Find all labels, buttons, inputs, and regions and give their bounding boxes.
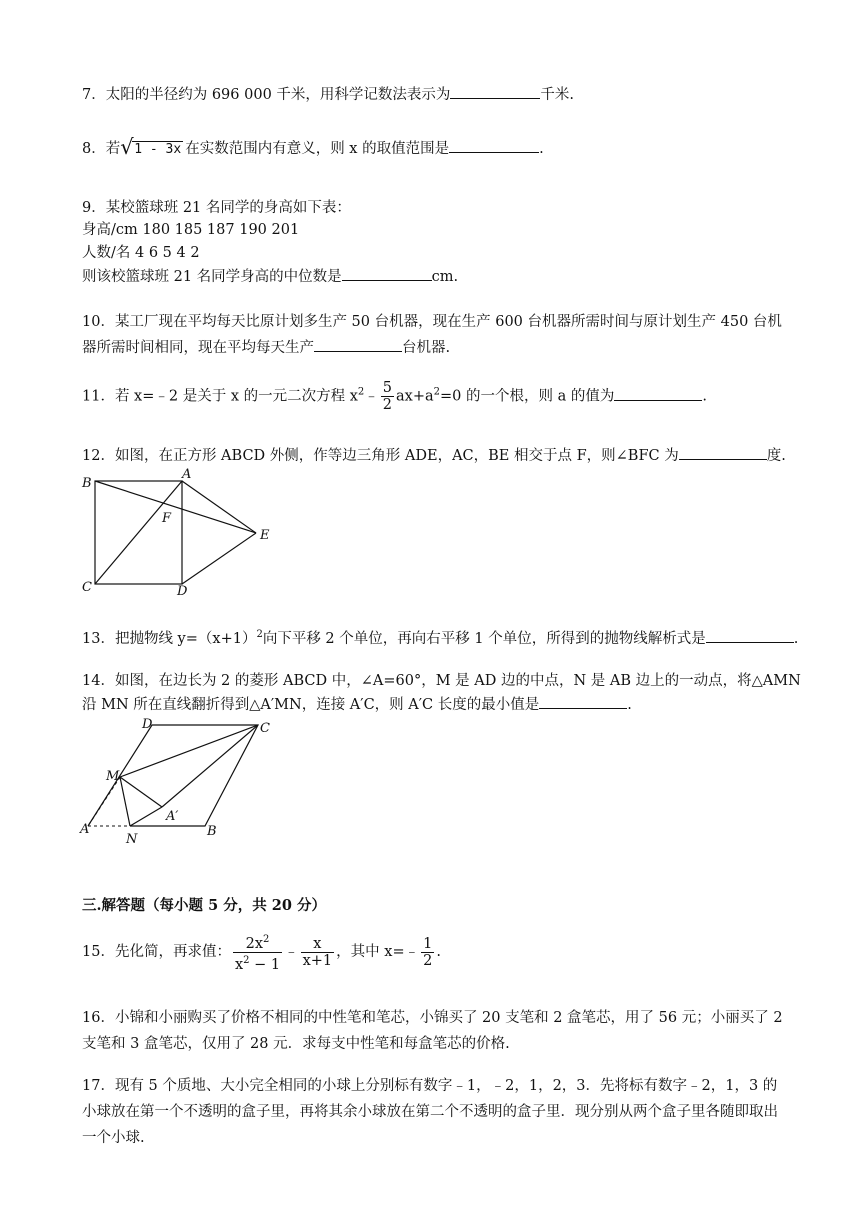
question-17: 17．现有 5 个质地、大小完全相同的小球上分别标有数字﹣1，﹣2，1，2，3．先将标有数字﹣2，1，3 的小球放在第一个不透明的盒子里，再将其余小球放在第二个不透明的盒子里．现分别从两个盒子里各随即取出一个小球. xyxy=(82,1078,778,1146)
q13-text: 13．把抛物线 y=（x+1） xyxy=(82,630,257,647)
q8-sqrt xyxy=(120,135,183,160)
label-a-prime: A′ xyxy=(166,809,179,824)
label-n: N xyxy=(126,832,138,847)
q14-text-end: . xyxy=(627,697,632,713)
q8-radicand: 1 - 3x xyxy=(134,142,182,157)
q11-exp2: 2 xyxy=(433,386,441,398)
q10-answer-blank[interactable] xyxy=(314,337,402,352)
q7-text: 7．太阳的半径约为 696 000 千米，用科学记数法表示为 xyxy=(82,87,451,103)
q15-fraction-2 xyxy=(301,936,335,969)
segment-ac xyxy=(95,481,182,584)
q15-text: 15．先化简，再求值： xyxy=(82,944,231,960)
label-b: B xyxy=(82,476,92,491)
question-11 xyxy=(82,380,707,413)
q15-f3-den: 2 xyxy=(423,952,433,969)
q11-text: 11．若 x=﹣2 是关于 x 的一元二次方程 x xyxy=(82,388,358,405)
label-d: D xyxy=(177,584,188,599)
segment-ma2 xyxy=(120,777,162,807)
q15-f1-num: 2x xyxy=(245,935,264,952)
section-3-heading: 三.解答题（每小题 5 分，共 20 分） xyxy=(82,897,327,914)
segment-a2c xyxy=(162,725,258,807)
question-13 xyxy=(82,625,798,649)
q14-rhombus-figure xyxy=(70,712,290,852)
q12-answer-blank[interactable] xyxy=(679,445,767,460)
label-d: D xyxy=(142,717,153,732)
q15-f1-den-exp: 2 xyxy=(243,954,250,966)
q15-fraction-1 xyxy=(233,932,282,973)
q11-text-mid: =0 的一个根，则 a 的值为 xyxy=(440,388,615,405)
q15-minus: ﹣ xyxy=(284,944,299,960)
q11-text-end: . xyxy=(702,388,707,405)
q10-text-end: 台机器. xyxy=(402,340,451,356)
q15-f1-den: x xyxy=(234,956,244,973)
segment-na2 xyxy=(130,807,162,826)
q9-answer-blank[interactable] xyxy=(342,266,432,281)
q15-f3-num: 1 xyxy=(423,935,433,952)
q15-f2-den: x+1 xyxy=(302,952,333,969)
label-b: B xyxy=(207,824,217,839)
question-15 xyxy=(82,930,441,974)
q11-frac-num: 5 xyxy=(382,380,393,396)
question-9-heights: 身高/cm 180 185 187 190 201 xyxy=(82,222,300,238)
question-9-line4 xyxy=(82,266,458,287)
q15-f1-num-exp: 2 xyxy=(263,933,270,945)
label-e: E xyxy=(260,528,270,543)
segment-de xyxy=(182,533,256,584)
q13-text-mid: 向下平移 2 个单位，再向右平移 1 个单位，所得到的抛物线解析式是 xyxy=(262,630,706,647)
q7-answer-blank[interactable] xyxy=(450,84,540,99)
q15-mid: ，其中 x=﹣ xyxy=(336,944,420,960)
q11-exp1: 2 xyxy=(357,386,365,398)
q7-text-end: 千米. xyxy=(540,87,575,103)
q8-text-mid: 在实数范围内有意义，则 x 的取值范围是 xyxy=(185,141,450,157)
label-c: C xyxy=(260,721,270,736)
question-8 xyxy=(82,135,544,160)
q15-fraction-3 xyxy=(421,936,434,969)
q8-text: 8．若 xyxy=(82,141,121,157)
label-a: A xyxy=(182,467,192,482)
question-9-counts: 人数/名 4 6 5 4 2 xyxy=(82,245,200,261)
q9-text-end: cm. xyxy=(431,269,459,285)
question-14-line1: 14．如图，在边长为 2 的菱形 ABCD 中，∠A=60°，M 是 AD 边的中点，N 是 AB 边上的一动点，将△AMN xyxy=(82,673,801,689)
q12-square-figure xyxy=(70,465,290,600)
radical-sign-icon: √ xyxy=(120,135,134,159)
segment-mc xyxy=(120,725,258,777)
question-12 xyxy=(82,445,786,466)
q11-minus: ﹣ xyxy=(364,388,379,405)
q14-answer-blank[interactable] xyxy=(539,694,627,709)
label-c: C xyxy=(82,580,92,595)
label-a: A xyxy=(80,822,90,837)
q13-text-end: . xyxy=(793,630,799,647)
question-10 xyxy=(82,309,788,361)
question-7 xyxy=(82,84,574,105)
segment-ae xyxy=(182,481,256,533)
q11-mid: ax+a xyxy=(396,388,434,405)
question-9-line1: 9．某校篮球班 21 名同学的身高如下表： xyxy=(82,200,351,216)
q11-answer-blank[interactable] xyxy=(614,386,702,401)
label-m: M xyxy=(106,769,120,784)
q15-end: . xyxy=(436,944,441,960)
q8-answer-blank[interactable] xyxy=(449,138,539,153)
q13-exp: 2 xyxy=(256,629,263,640)
q13-answer-blank[interactable] xyxy=(706,628,794,643)
label-f: F xyxy=(162,511,172,526)
q11-frac-den: 2 xyxy=(382,397,393,413)
q15-f1-den-rest: − 1 xyxy=(249,956,281,973)
q12-text: 12．如图，在正方形 ABCD 外侧，作等边三角形 ADE，AC，BE 相交于点 F，则∠BFC 为 xyxy=(82,448,679,464)
q14-text: 沿 MN 所在直线翻折得到△A′MN，连接 A′C，则 A′C 长度的最小值是 xyxy=(82,697,540,713)
segment-mn xyxy=(120,777,130,826)
q8-text-end: . xyxy=(539,141,544,157)
q11-fraction xyxy=(381,380,394,413)
q9-text: 则该校篮球班 21 名同学身高的中位数是 xyxy=(82,269,342,285)
q15-f2-num: x xyxy=(301,936,335,953)
q10-text: 10．某工厂现在平均每天比原计划多生产 50 台机器，现在生产 600 台机器所需时间与原计划生产 450 台机器所需时间相同，现在平均每天生产 xyxy=(82,314,782,356)
q12-text-end: 度. xyxy=(766,448,786,464)
question-16: 16．小锦和小丽购买了价格不相同的中性笔和笔芯，小锦买了 20 支笔和 2 盒笔芯，用了 56 元；小丽买了 2 支笔和 3 盒笔芯，仅用了 28 元．求每支中性笔和每盒笔芯的价格. xyxy=(82,1010,783,1052)
